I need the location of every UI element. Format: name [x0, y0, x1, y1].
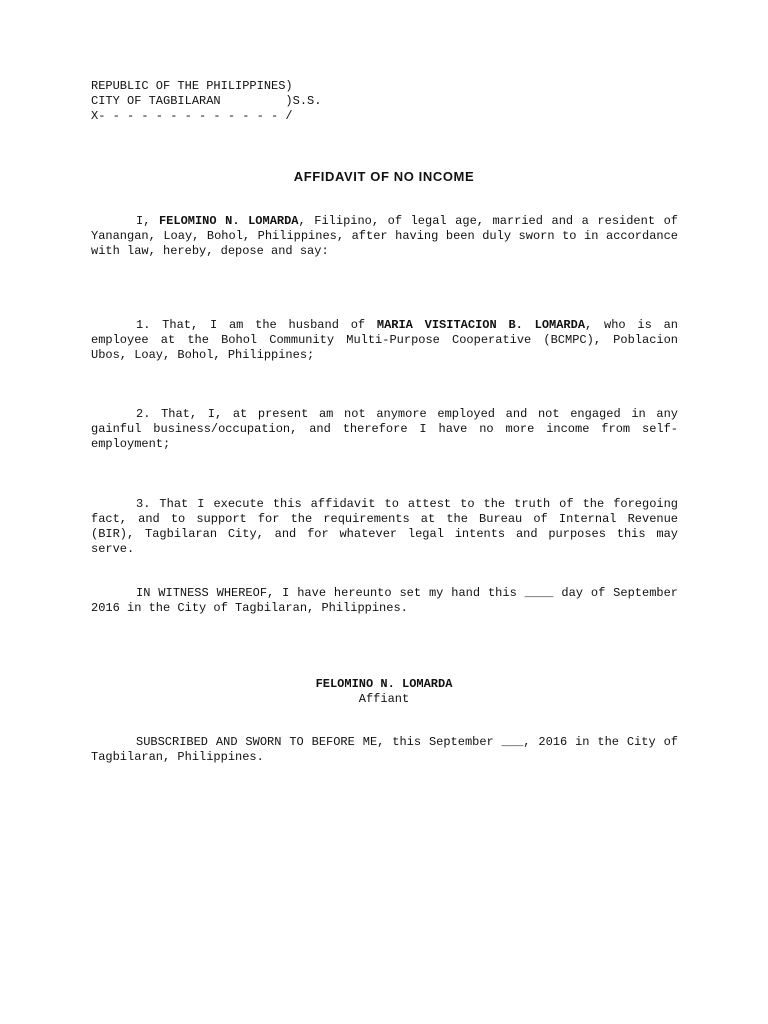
document-title: AFFIDAVIT OF NO INCOME	[293, 169, 475, 184]
item-2-paragraph: 2. That, I, at present am not anymore employed and not engaged in any gainful business/occupation, and therefore I have no more income from self-employment;	[91, 407, 678, 451]
item-3-paragraph: 3. That I execute this affidavit to attest to the truth of the foregoing fact, and to support for the requirements at the Bureau of Internal Revenue (BIR), Tagbilaran City, and for whatever legal intents and purposes this may serve.	[91, 497, 678, 556]
jurat-paragraph: SUBSCRIBED AND SWORN TO BEFORE ME, this September ___, 2016 in the City of Tagbilaran, Philippines.	[91, 735, 678, 764]
affiant-name: FELOMINO N. LOMARDA	[158, 214, 299, 228]
venue-line-city: CITY OF TAGBILARAN )S.S.	[91, 94, 322, 108]
item-1-paragraph	[91, 318, 678, 363]
item-1-prefix: 1. That, I am the husband of	[136, 318, 377, 332]
item-1-rest: , who is an employee at the Bohol Community Multi-Purpose Cooperative (BCMPC), Poblacion Ubos, Loay, Bohol, Philippines;	[91, 318, 678, 362]
signature-name: FELOMINO N. LOMARDA	[315, 677, 453, 691]
witness-paragraph: IN WITNESS WHEREOF, I have hereunto set my hand this ____ day of September 2016 in the City of Tagbilaran, Philippines.	[91, 586, 678, 615]
intro-rest: , Filipino, of legal age, married and a resident of Yanangan, Loay, Bohol, Philippines, after having been duly sworn to in accordance with law, hereby, depose and say:	[91, 214, 678, 258]
spouse-name: MARIA VISITACION B. LOMARDA	[376, 318, 586, 332]
intro-prefix: I,	[136, 214, 159, 228]
venue-block	[91, 79, 391, 124]
signature-role: Affiant	[358, 692, 410, 706]
venue-line-separator: X- - - - - - - - - - - - - /	[91, 109, 293, 123]
intro-paragraph	[91, 214, 678, 259]
venue-line-republic: REPUBLIC OF THE PHILIPPINES)	[91, 79, 293, 93]
